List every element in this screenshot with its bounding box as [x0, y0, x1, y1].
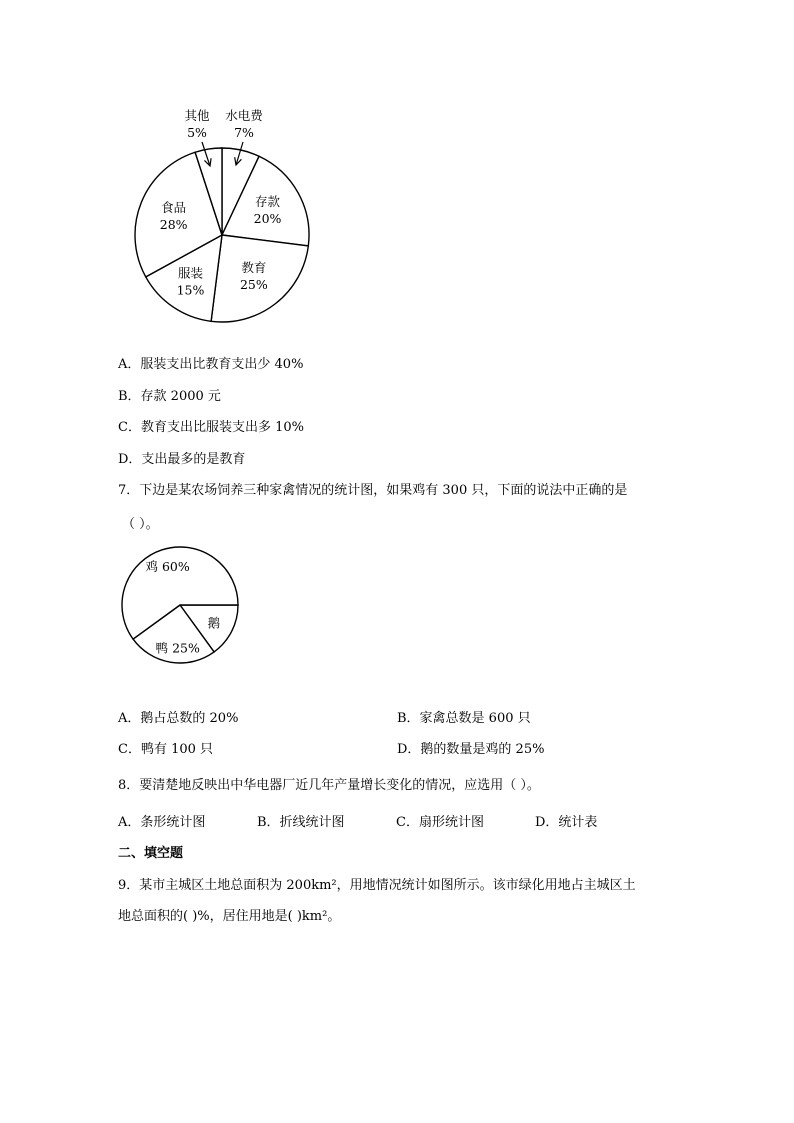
q7-stem-line1: 7．下边是某农场饲养三种家禽情况的统计图，如果鸡有 300 只，下面的说法中正确的是 [118, 483, 628, 498]
poultry-pie-chart [115, 545, 255, 675]
q8-stem: 8．要清楚地反映出中华电器厂近几年产量增长变化的情况，应选用（ ）。 [118, 778, 540, 793]
pie-label-0: 水电费 7% [225, 108, 263, 140]
q7-option-a[interactable]: A．鹅占总数的 20% [118, 711, 239, 726]
q8-option-c[interactable]: C．扇形统计图 [396, 815, 484, 830]
q8-option-a[interactable]: A．条形统计图 [118, 815, 206, 830]
pie-label-4: 食品 28% [159, 199, 188, 232]
q9-line1: 9．某市主城区土地总面积为 200km²，用地情况统计如图所示。该市绿化用地占主城区土 [118, 878, 636, 893]
q7-option-d[interactable]: D．鹅的数量是鸡的 25% [397, 742, 545, 757]
q6-option-b[interactable]: B．存款 2000 元 [118, 389, 221, 404]
q6-option-a[interactable]: A．服装支出比教育支出少 40% [118, 357, 304, 372]
section-title: 二、填空题 [118, 846, 184, 861]
poultry-label-1: 鹅 [207, 615, 221, 631]
poultry-label-2: 鸭 25% [155, 640, 200, 656]
q7-option-b[interactable]: B．家禽总数是 600 只 [397, 711, 531, 726]
expense-pie-chart [120, 100, 320, 340]
q8-option-d[interactable]: D．统计表 [535, 815, 598, 830]
q6-option-d[interactable]: D．支出最多的是教育 [118, 452, 246, 467]
q7-stem-line2: （ ）。 [122, 517, 159, 532]
q6-option-c[interactable]: C．教育支出比服装支出多 10% [118, 420, 304, 435]
pie-label-5: 其他 5% [184, 108, 210, 140]
pie-label-3: 服装 15% [176, 265, 205, 298]
q8-option-b[interactable]: B．折线统计图 [257, 815, 345, 830]
q9-line2: 地总面积的( )%，居住用地是( )km²。 [118, 909, 341, 924]
poultry-label-0: 鸡 60% [145, 558, 190, 574]
q7-option-c[interactable]: C．鸭有 100 只 [118, 742, 214, 757]
pie-label-2: 教育 25% [239, 260, 268, 293]
pie-label-1: 存款 20% [253, 193, 282, 226]
